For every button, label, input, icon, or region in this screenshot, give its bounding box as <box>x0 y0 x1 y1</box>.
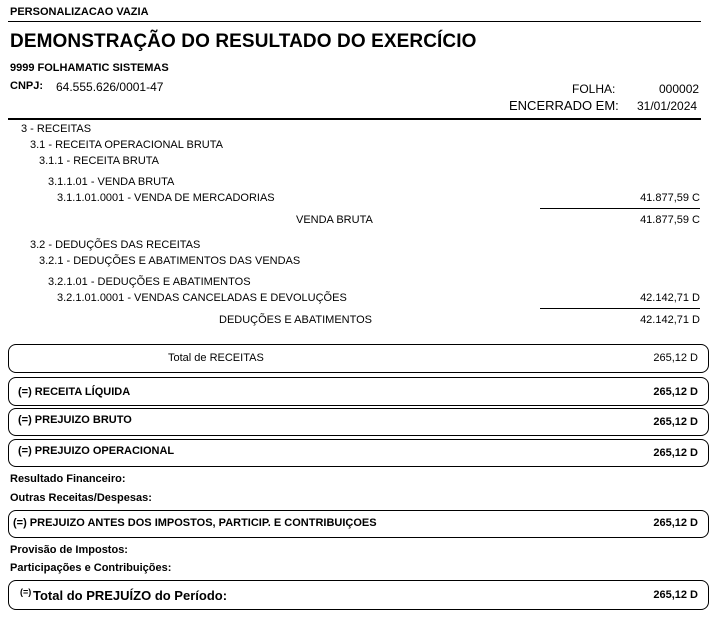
cnpj-value: 64.555.626/0001-47 <box>56 80 164 94</box>
top-label: PERSONALIZACAO VAZIA <box>10 6 149 18</box>
receita-liquida-label: (=) RECEITA LÍQUIDA <box>18 386 131 398</box>
total-receitas-value: 265,12 D <box>653 352 698 364</box>
total-prejuizo-value: 265,12 D <box>653 589 698 601</box>
prejuizo-operacional-label: (=) PREJUIZO OPERACIONAL <box>18 445 175 457</box>
total-receitas-label: Total de RECEITAS <box>168 352 264 364</box>
header-divider <box>8 118 701 120</box>
prejuizo-operacional-value: 265,12 D <box>653 447 698 459</box>
prejuizo-antes-box <box>8 510 709 538</box>
cnpj-label: CNPJ: <box>10 80 44 92</box>
total-prejuizo-box <box>8 580 709 610</box>
account-value-vendas-canceladas: 42.142,71 D <box>640 292 700 304</box>
account-line-venda-mercadorias: 3.1.1.01.0001 - VENDA DE MERCADORIAS <box>57 192 275 204</box>
receita-liquida-value: 265,12 D <box>653 386 698 398</box>
resultado-financeiro-label: Resultado Financeiro: <box>10 473 126 485</box>
subtotal-divider <box>540 208 700 209</box>
account-line-venda-bruta: 3.1.1.01 - VENDA BRUTA <box>48 176 175 188</box>
prejuizo-antes-label: (=) PREJUIZO ANTES DOS IMPOSTOS, PARTICIP. E CONTRIBUIÇOES <box>13 517 377 529</box>
prejuizo-operacional-box <box>8 439 709 467</box>
outras-receitas-label: Outras Receitas/Despesas: <box>10 492 152 504</box>
prejuizo-bruto-box <box>8 408 709 436</box>
account-line-deducoes-vendas: 3.2.1 - DEDUÇÕES E ABATIMENTOS DAS VENDAS <box>39 255 301 267</box>
account-line-receitas: 3 - RECEITAS <box>21 123 92 135</box>
report-title: DEMONSTRAÇÃO DO RESULTADO DO EXERCÍCIO <box>10 31 477 52</box>
subtotal-value-venda-bruta: 41.877,59 C <box>640 214 700 226</box>
subtotal-divider <box>540 308 700 309</box>
encerrado-value: 31/01/2024 <box>637 99 698 113</box>
folha-label: FOLHA: <box>572 82 616 96</box>
total-prejuizo-label: Total do PREJUÍZO do Período: <box>33 588 228 603</box>
total-prejuizo-prefix: (=) <box>20 587 32 597</box>
prejuizo-antes-value: 265,12 D <box>653 517 698 529</box>
account-value-venda-mercadorias: 41.877,59 C <box>640 192 700 204</box>
folha-value: 000002 <box>659 82 700 96</box>
company-name: 9999 FOLHAMATIC SISTEMAS <box>10 62 169 74</box>
top-divider <box>8 21 701 22</box>
receita-liquida-box <box>8 377 709 406</box>
participacoes-label: Participações e Contribuições: <box>10 562 172 574</box>
subtotal-value-deducoes: 42.142,71 D <box>640 314 700 326</box>
provisao-label: Provisão de Impostos: <box>10 544 128 556</box>
prejuizo-bruto-label: (=) PREJUIZO BRUTO <box>18 414 132 426</box>
total-receitas-box <box>8 344 709 373</box>
subtotal-label-venda-bruta: VENDA BRUTA <box>296 214 373 226</box>
account-line-vendas-canceladas: 3.2.1.01.0001 - VENDAS CANCELADAS E DEVOLUÇÕES <box>57 292 347 304</box>
account-line-deducoes-abatimentos: 3.2.1.01 - DEDUÇÕES E ABATIMENTOS <box>48 276 251 288</box>
encerrado-label: ENCERRADO EM: <box>509 98 619 113</box>
prejuizo-bruto-value: 265,12 D <box>653 416 698 428</box>
account-line-deducoes-receitas: 3.2 - DEDUÇÕES DAS RECEITAS <box>30 239 201 251</box>
account-line-receita-operacional: 3.1 - RECEITA OPERACIONAL BRUTA <box>30 139 223 151</box>
subtotal-label-deducoes: DEDUÇÕES E ABATIMENTOS <box>219 314 373 326</box>
account-line-receita-bruta: 3.1.1 - RECEITA BRUTA <box>39 155 160 167</box>
